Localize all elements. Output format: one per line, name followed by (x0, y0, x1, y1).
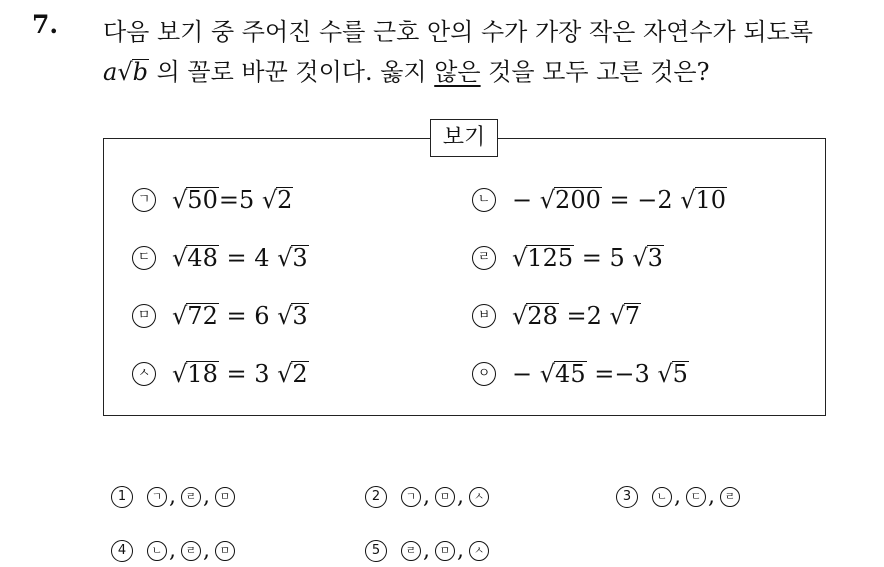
answer-choice-3[interactable]: 3 ㄴ , ㄷ , ㄹ (616, 484, 740, 509)
radicand: 200 (555, 186, 601, 214)
radicand: 125 (527, 244, 574, 272)
radicand: 28 (527, 302, 558, 330)
item-marker: ㄱ (132, 188, 156, 212)
choice-marker: ㅁ (215, 487, 235, 507)
rhs-radicand: 5 (672, 360, 688, 388)
bogi-item-0 (132, 186, 293, 214)
question-text-end: 것을 모두 고른 것은? (480, 58, 710, 86)
underlined-word: 않은 (434, 58, 481, 86)
bogi-title: 보기 (430, 119, 498, 157)
item-expression: √18 = 3 √2 (172, 360, 308, 388)
choice-marker: ㅁ (435, 487, 455, 507)
item-marker: ㅁ (132, 304, 156, 328)
choice-number: 2 (365, 486, 387, 508)
item-expression: √50=5 √2 (172, 186, 293, 214)
choice-marker: ㄹ (720, 487, 740, 507)
radicand: 18 (187, 360, 218, 388)
bogi-item-7 (472, 360, 689, 388)
answer-choice-4[interactable]: 4 ㄴ , ㄹ , ㅁ (111, 538, 235, 563)
item-expression: − √200 = −2 √10 (512, 186, 727, 214)
bogi-item-5 (472, 302, 641, 330)
choice-marker: ㄱ (401, 487, 421, 507)
rhs-radicand: 2 (277, 186, 293, 214)
radicand: 50 (187, 186, 218, 214)
rhs-radicand: 3 (292, 244, 308, 272)
item-expression: √48 = 4 √3 (172, 244, 308, 272)
item-expression: √72 = 6 √3 (172, 302, 308, 330)
choice-number: 3 (616, 486, 638, 508)
choice-marker: ㄹ (181, 541, 201, 561)
bogi-item-4 (132, 302, 309, 330)
choice-marker: ㄴ (652, 487, 672, 507)
question-text-line1: 다음 보기 중 주어진 수를 근호 안의 수가 가장 작은 자연수가 되도록 (103, 18, 813, 46)
choice-marker: ㄹ (181, 487, 201, 507)
rhs-radicand: 7 (624, 302, 641, 330)
choice-marker: ㄱ (147, 487, 167, 507)
radicand: 45 (555, 360, 586, 388)
item-marker: ㅅ (132, 362, 156, 386)
choice-marker: ㄷ (686, 487, 706, 507)
choice-marker: ㅁ (215, 541, 235, 561)
rhs-radicand: 10 (695, 186, 727, 214)
bogi-item-6 (132, 360, 309, 388)
radicand: 48 (187, 244, 218, 272)
choice-number: 5 (365, 540, 387, 562)
variable-b: b (132, 58, 148, 86)
rhs-radicand: 2 (292, 360, 308, 388)
answer-choice-2[interactable]: 2 ㄱ , ㅁ , ㅅ (365, 484, 489, 509)
rhs-radicand: 3 (292, 302, 308, 330)
answer-choice-1[interactable]: 1 ㄱ , ㄹ , ㅁ (111, 484, 235, 509)
question-number: 7. (32, 10, 59, 39)
choice-marker: ㅁ (435, 541, 455, 561)
sqrt-b: √b (117, 58, 148, 86)
choice-number: 1 (111, 486, 133, 508)
choice-marker: ㄴ (147, 541, 167, 561)
choice-number: 4 (111, 540, 133, 562)
answer-choice-5[interactable]: 5 ㄹ , ㅁ , ㅅ (365, 538, 489, 563)
item-marker: ㄷ (132, 246, 156, 270)
bogi-item-1 (472, 186, 727, 214)
item-marker: ㅇ (472, 362, 496, 386)
bogi-item-3 (472, 244, 664, 272)
item-marker: ㅂ (472, 304, 496, 328)
choice-marker: ㅅ (469, 487, 489, 507)
question-text-mid: 의 꼴로 바꾼 것이다. 옳지 (148, 58, 435, 86)
item-marker: ㄴ (472, 188, 496, 212)
rhs-radicand: 3 (647, 244, 663, 272)
item-marker: ㄹ (472, 246, 496, 270)
bogi-item-2 (132, 244, 309, 272)
item-expression: √28 =2 √7 (512, 302, 641, 330)
radicand: 72 (187, 302, 218, 330)
item-expression: − √45 =−3 √5 (512, 360, 688, 388)
variable-a: a (103, 58, 118, 86)
choice-marker: ㅅ (469, 541, 489, 561)
item-expression: √125 = 5 √3 (512, 244, 663, 272)
question-text-line2 (103, 52, 709, 87)
choice-marker: ㄹ (401, 541, 421, 561)
